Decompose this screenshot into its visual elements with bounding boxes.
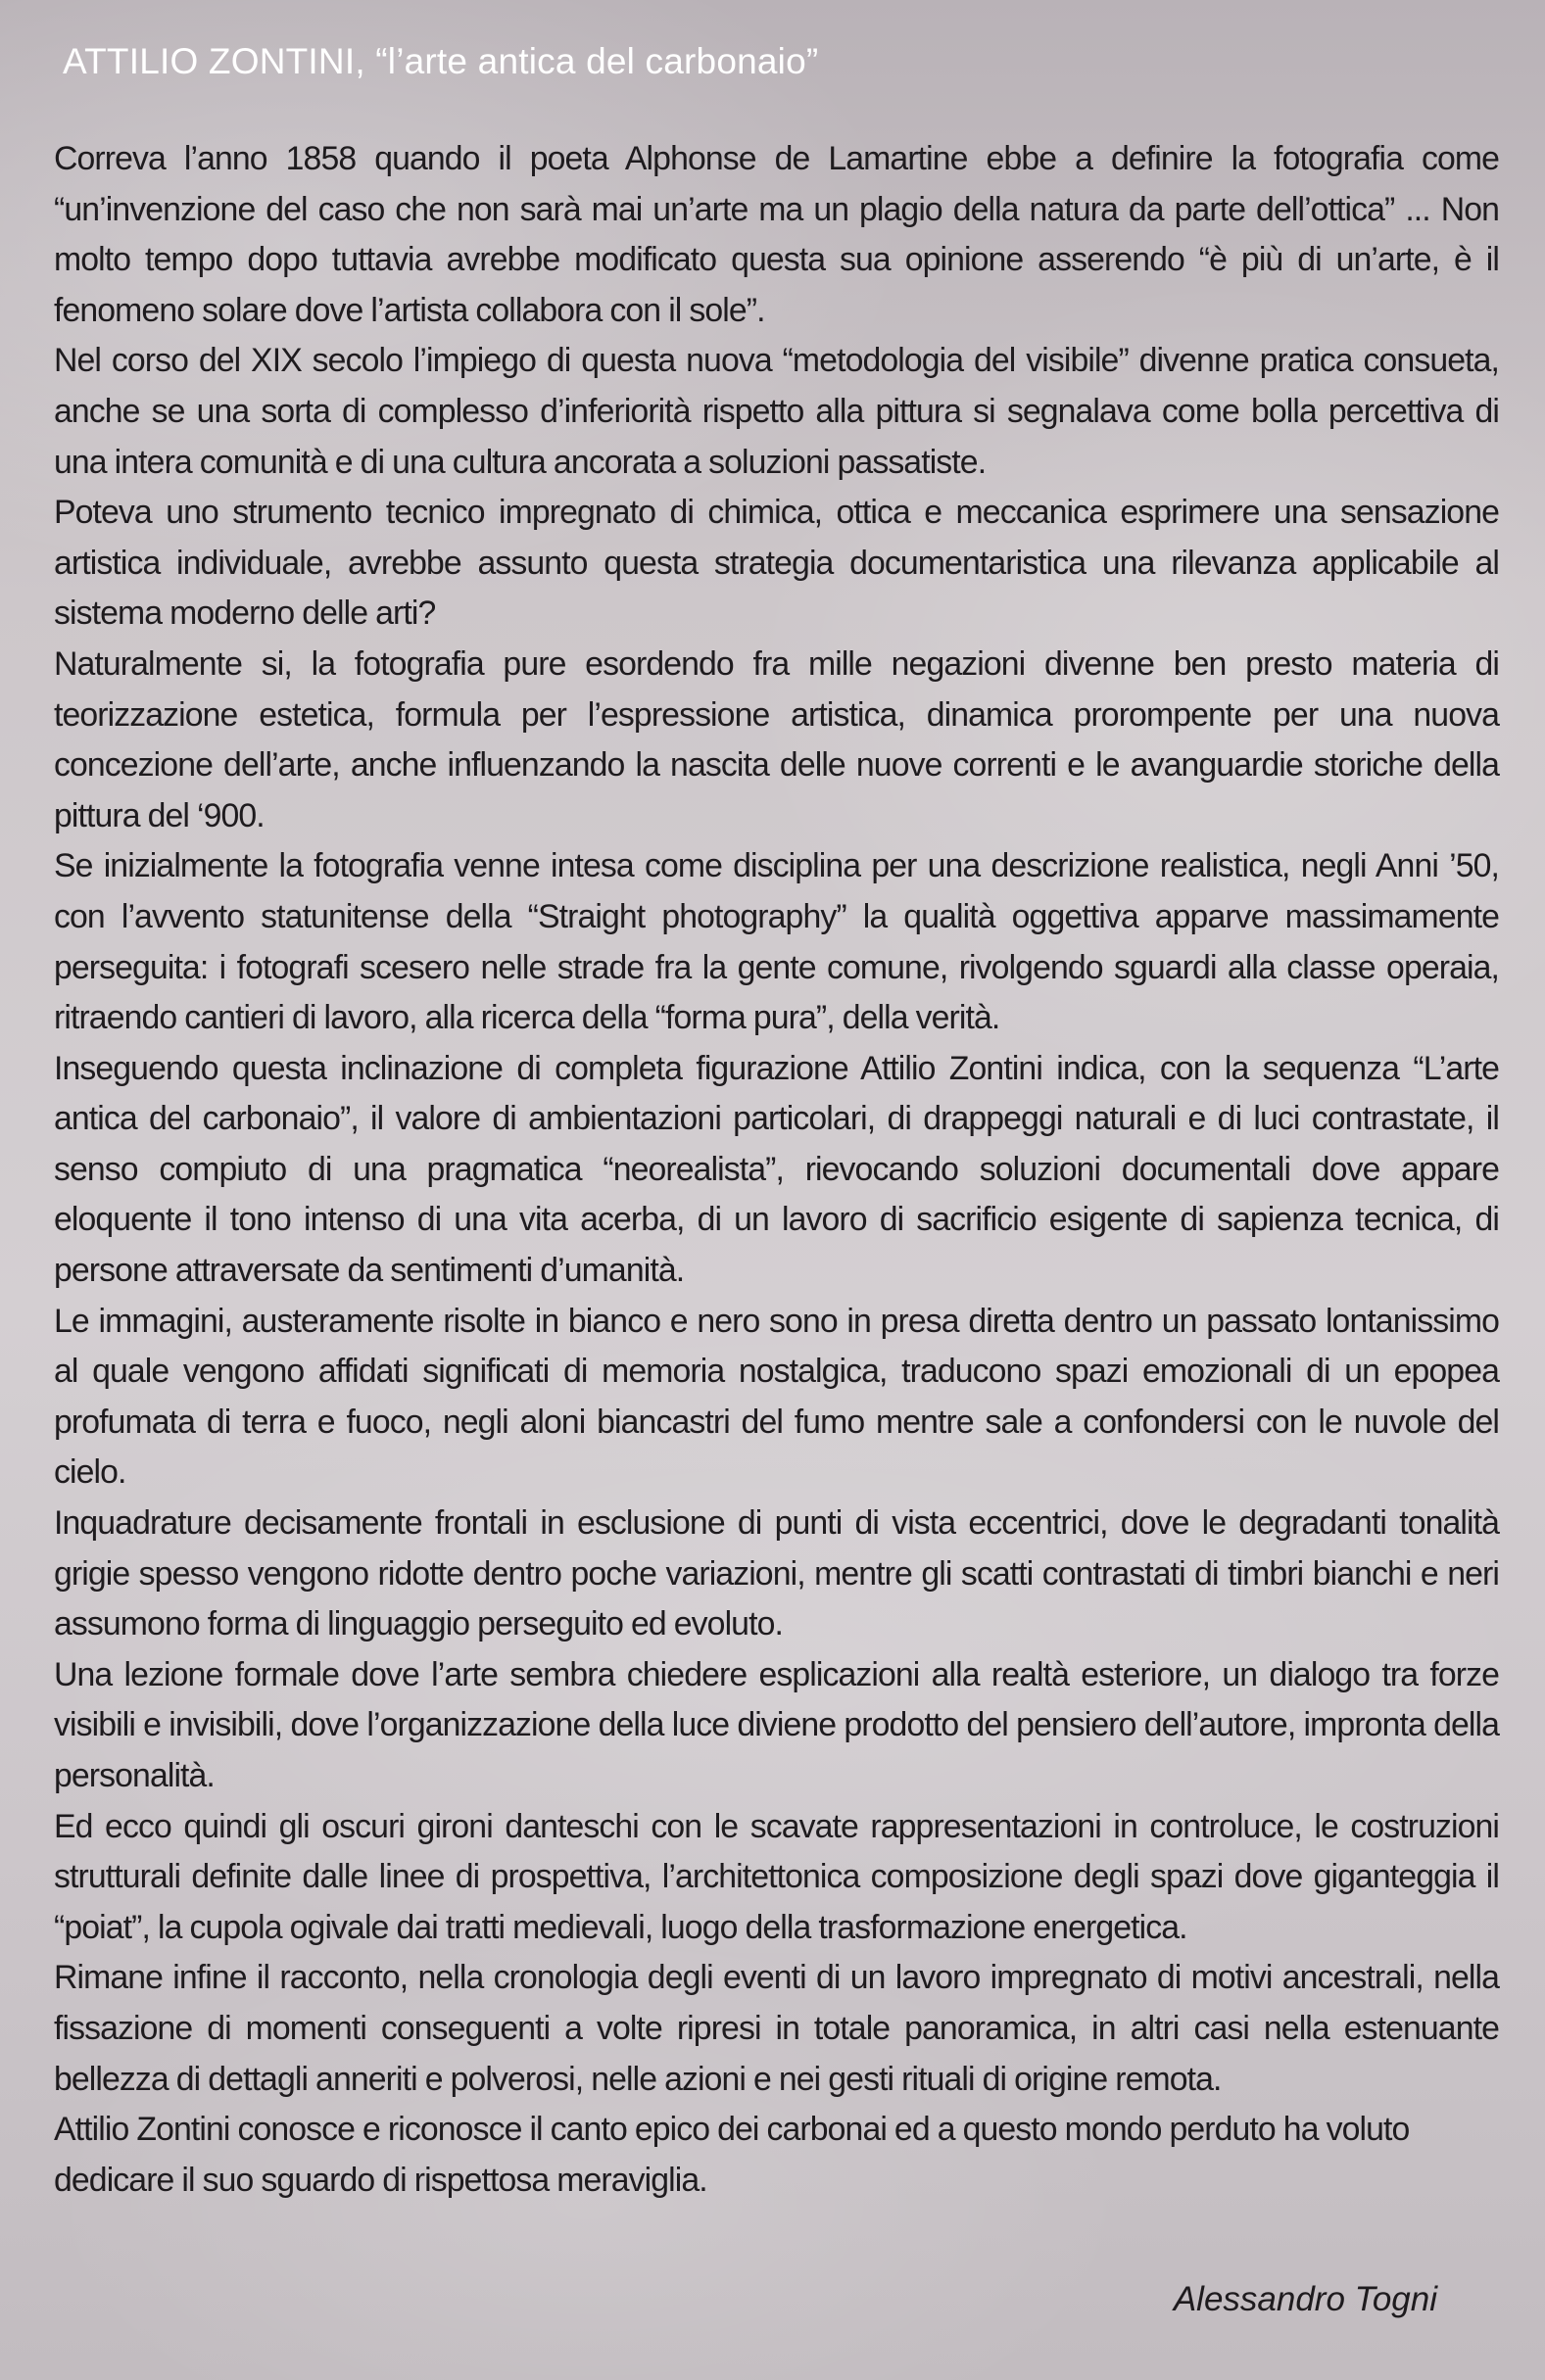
paragraph: Correva l’anno 1858 quando il poeta Alphonse de Lamartine ebbe a definire la fotografia come “un’invenzione del caso che non sarà mai un’arte ma un plagio della natura da parte dell’ottica” ... Non molto tempo dopo tuttavia avrebbe modificato questa sua opinione asserendo “è più di un’arte, è il fenomeno solare dove l’artista collabora con il sole”. (54, 140, 1499, 329)
paragraph: Attilio Zontini conosce e riconosce il canto epico dei carbonai ed a questo mondo perduto ha voluto dedicare il suo sguardo di rispettosa meraviglia. (54, 2111, 1410, 2199)
paragraph: Le immagini, austeramente risolte in bianco e nero sono in presa diretta dentro un passato lontanissimo al quale vengono affidati significati di memoria nostalgica, traducono spazi emozionali di un epopea profumata di terra e fuoco, negli aloni biancastri del fumo mentre sale a confondersi con le nuvole del cielo. (54, 1302, 1499, 1492)
paragraph: Poteva uno strumento tecnico impregnato di chimica, ottica e meccanica esprimere una sensazione artistica individuale, avrebbe assunto questa strategia documentaristica una rilevanza applicabile al sistema moderno delle arti? (54, 494, 1499, 633)
paragraph: Naturalmente si, la fotografia pure esordendo fra mille negazioni divenne ben presto materia di teorizzazione estetica, formula per l’espressione artistica, dinamica prorompente per una nuova concezione dell’arte, anche influenzando la nascita delle nuove correnti e le avanguardie storiche della pittura del ‘900. (54, 644, 1499, 834)
paragraph: Rimane infine il racconto, nella cronologia degli eventi di un lavoro impregnato di motivi ancestrali, nella fissazione di momenti conseguenti a volte ripresi in totale panoramica, in altri casi nella estenuante bellezza di dettagli anneriti e polverosi, nelle azioni e nei gesti rituali di origine remota. (54, 1959, 1499, 2098)
paragraph: Una lezione formale dove l’arte sembra chiedere esplicazioni alla realtà esteriore, un dialogo tra forze visibili e invisibili, dove l’organizzazione della luce diviene prodotto del pensiero dell’autore, impronta della personalità. (54, 1655, 1499, 1794)
paragraph: Ed ecco quindi gli oscuri gironi danteschi con le scavate rappresentazioni in controluce, le costruzioni strutturali definite dalle linee di prospettiva, l’architettonica composizione degli spazi dove giganteggia il “poiat”, la cupola ogivale dai tratti medievali, luogo della trasformazione energetica. (54, 1807, 1499, 1946)
paragraph: Inquadrature decisamente frontali in esclusione di punti di vista eccentrici, dove le degradanti tonalità grigie spesso vengono ridotte dentro poche variazioni, mentre gli scatti contrastati di timbri bianchi e neri assumono forma di linguaggio perseguito ed evoluto. (54, 1504, 1499, 1643)
document-title: ATTILIO ZONTINI, “l’arte antica del carbonaio” (63, 41, 819, 81)
paragraph: Nel corso del XIX secolo l’impiego di questa nuova “metodologia del visibile” divenne pratica consueta, anche se una sorta di complesso d’inferiorità rispetto alla pittura si segnalava come bolla percettiva di una intera comunità e di una cultura ancorata a soluzioni passatiste. (54, 342, 1499, 481)
document-body (54, 134, 1499, 2206)
paragraph: Inseguendo questa inclinazione di completa figurazione Attilio Zontini indica, con la sequenza “L’arte antica del carbonaio”, il valore di ambientazioni particolari, di drappeggi naturali e di luci contrastate, il senso compiuto di una pragmatica “neorealista”, rievocando soluzioni documentali dove appare eloquente il tono intenso di una vita acerba, di un lavoro di sacrificio esigente di sapienza tecnica, di persone attraversate da sentimenti d’umanità. (54, 1049, 1499, 1290)
author-signature: Alessandro Togni (1173, 2280, 1437, 2318)
paragraph: Se inizialmente la fotografia venne intesa come disciplina per una descrizione realistica, negli Anni ’50, con l’avvento statunitense della “Straight photography” la qualità oggettiva apparve massimamente perseguita: i fotografi scesero nelle strade fra la gente comune, rivolgendo sguardi alla classe operaia, ritraendo cantieri di lavoro, alla ricerca della “forma pura”, della verità. (54, 847, 1499, 1037)
